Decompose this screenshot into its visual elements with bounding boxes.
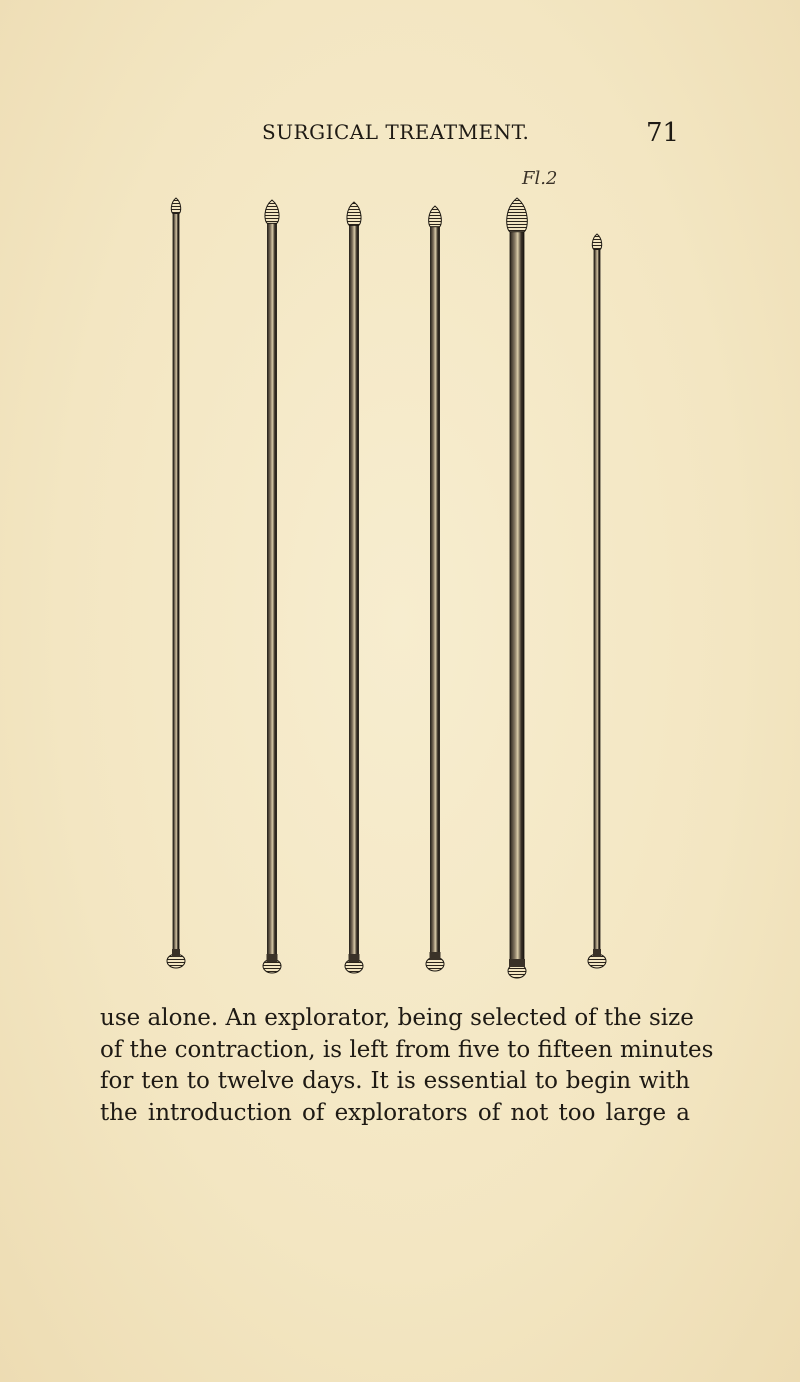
text-line: the introduction of explorators of not too large a (100, 1099, 690, 1126)
explorator-tip (265, 200, 279, 223)
explorator-1 (167, 198, 185, 968)
text-line: for ten to twelve days. It is essential to begin with (100, 1068, 690, 1094)
explorator-4 (426, 206, 444, 971)
text-line: use alone. An explorator, being selected of the size (100, 1005, 694, 1031)
explorator-shaft (350, 225, 359, 956)
explorators-illustration (140, 190, 640, 1000)
explorator-2 (263, 200, 281, 973)
explorator-shaft (431, 227, 440, 954)
running-head: SURGICAL TREATMENT. (262, 120, 530, 144)
explorator-shaft (268, 223, 277, 956)
plate-mark: Fl.2 (522, 168, 558, 189)
explorator-tip (347, 202, 361, 225)
explorator-neck (349, 954, 360, 962)
explorator-shaft (594, 250, 600, 951)
explorator-tip (171, 198, 180, 214)
explorator-neck (267, 954, 278, 962)
explorator-tip (429, 206, 442, 227)
explorator-neck (593, 949, 601, 957)
explorator-5 (507, 198, 528, 978)
page-number: 71 (646, 118, 680, 148)
explorator-neck (430, 952, 441, 960)
body-text (100, 1003, 714, 1129)
explorator-shaft (510, 232, 524, 961)
explorator-tip (507, 198, 528, 232)
explorator-tip (592, 234, 601, 250)
explorator-6 (588, 234, 606, 968)
explorator-3 (345, 202, 363, 973)
text-line: of the contraction, is left from five to fifteen minutes (100, 1036, 714, 1063)
explorator-neck (509, 959, 525, 967)
explorator-shaft (173, 214, 179, 951)
explorator-neck (172, 949, 180, 957)
